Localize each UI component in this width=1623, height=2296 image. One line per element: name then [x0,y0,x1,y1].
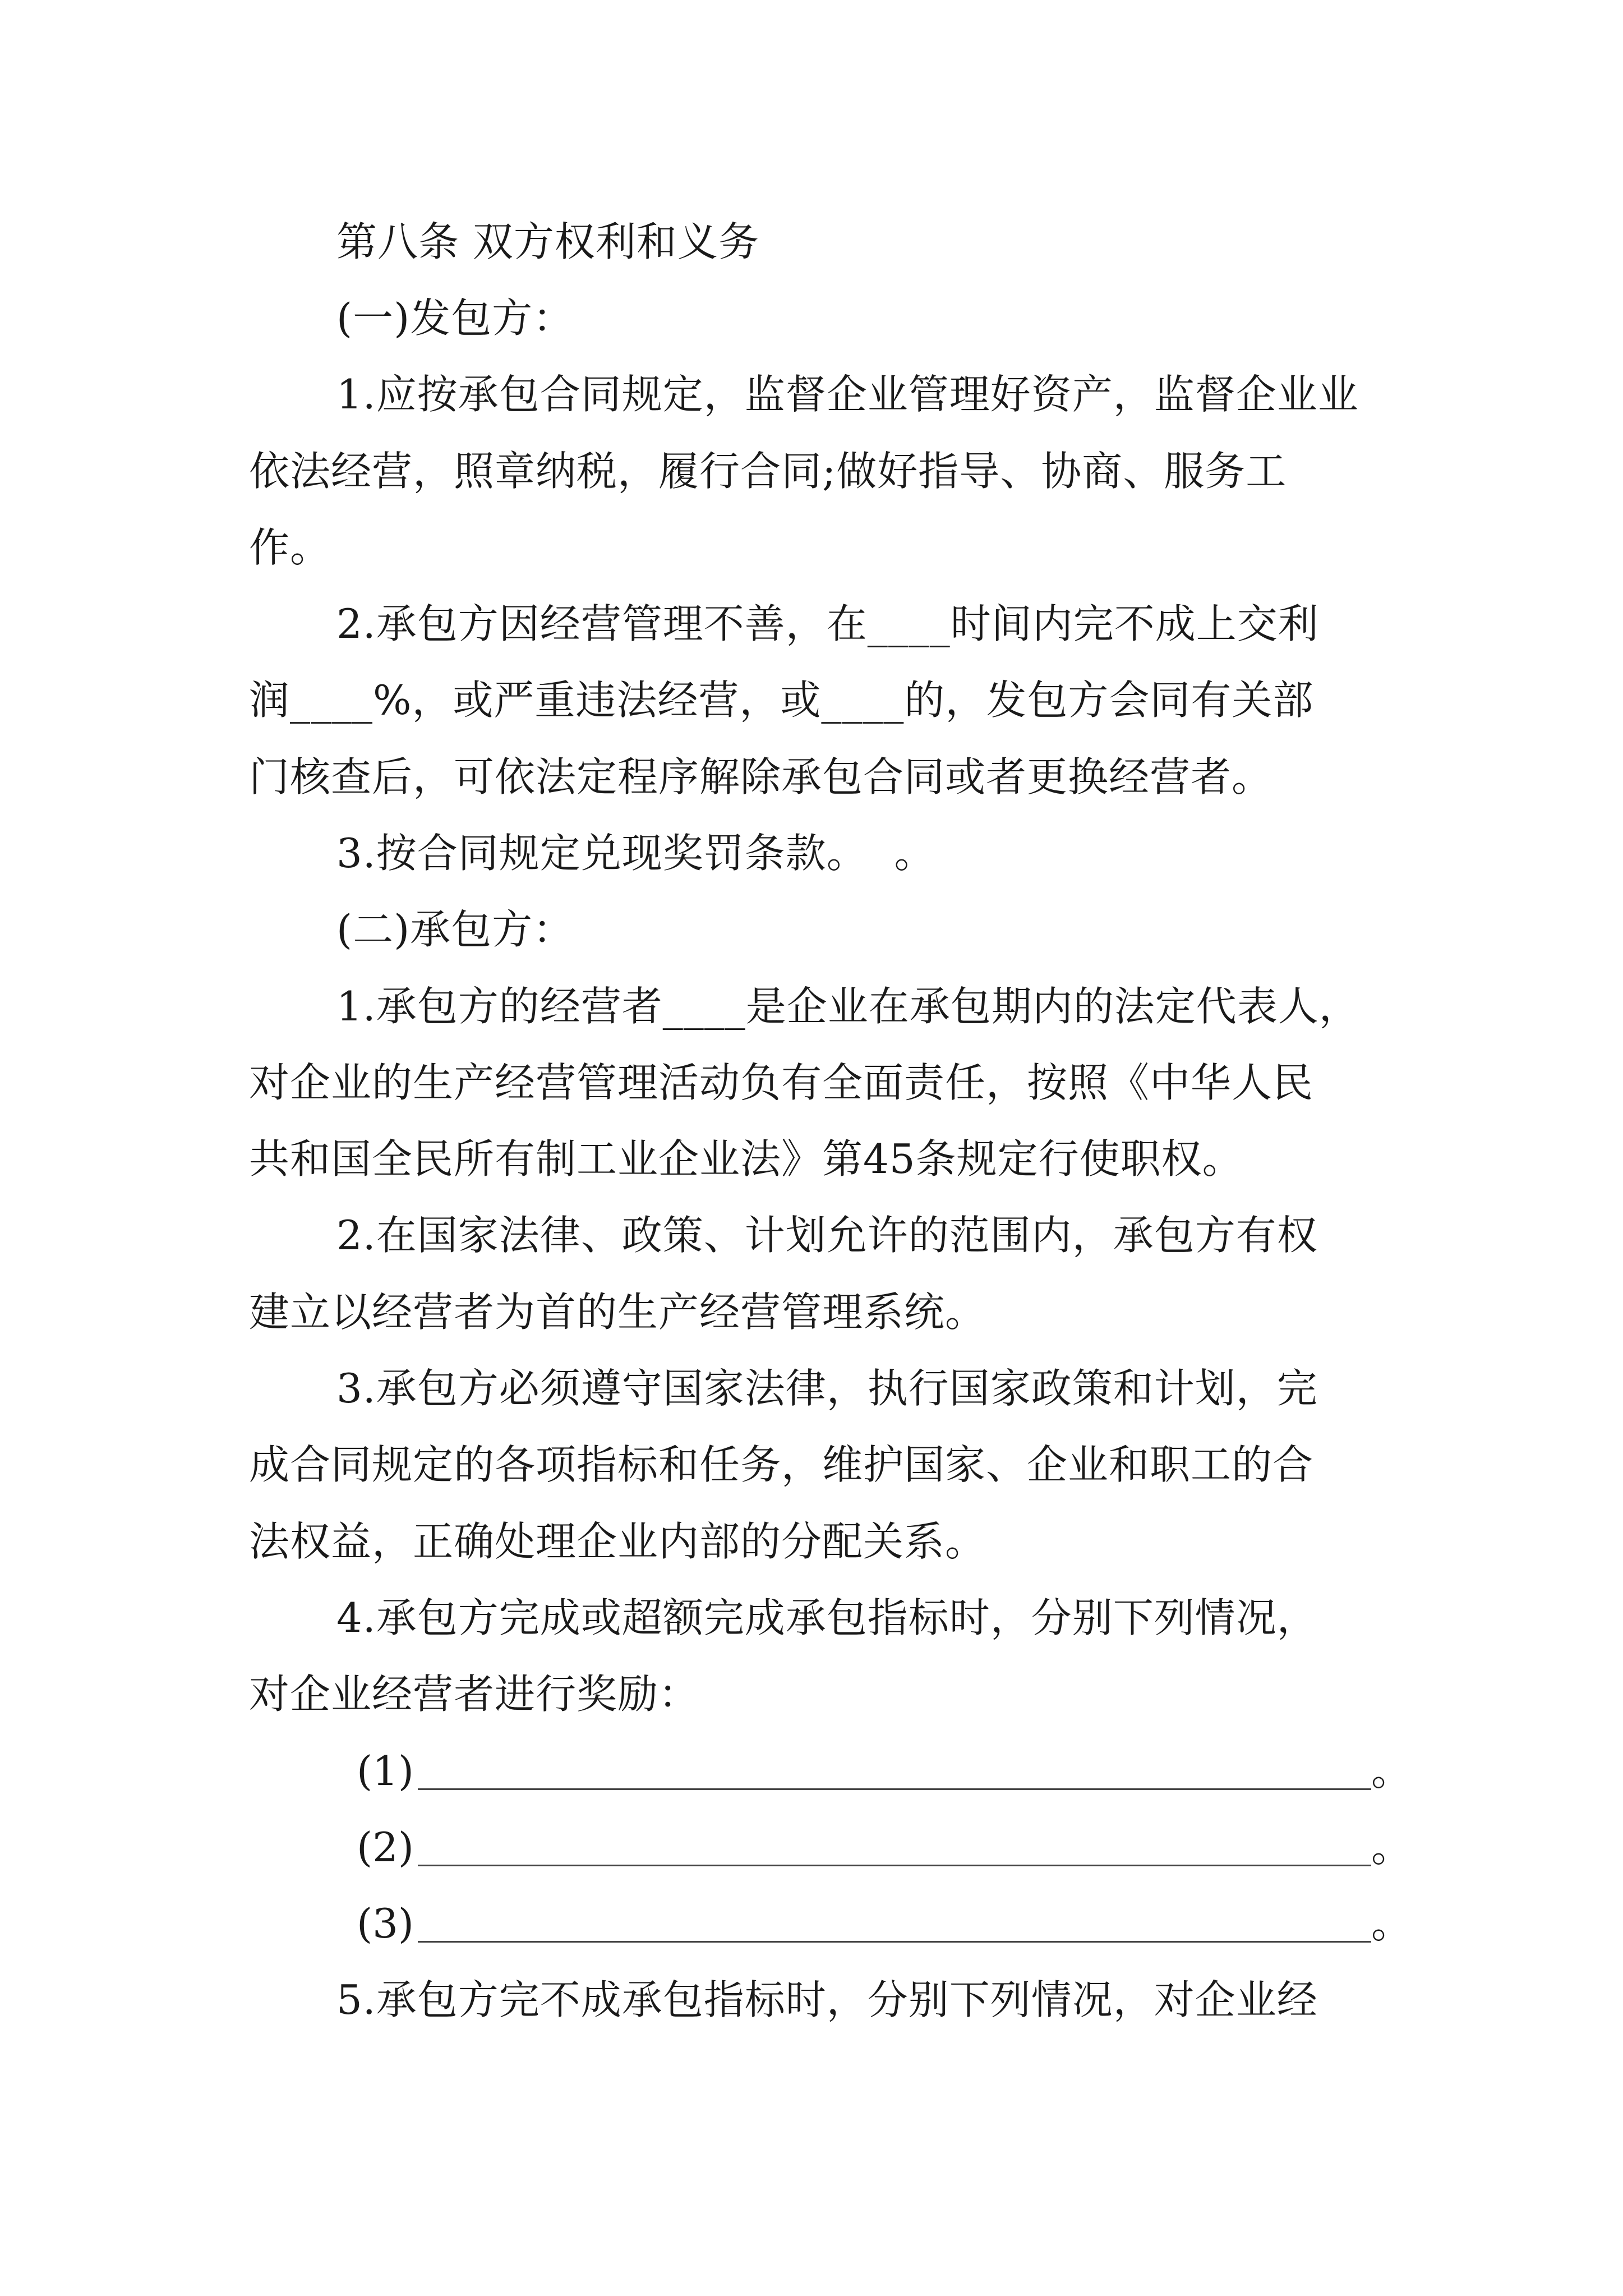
reward-blank-2-line [418,1865,1371,1866]
reward-blank-3-end: 。 [1371,1900,1412,1947]
reward-blank-2-end: 。 [1371,1824,1412,1871]
contractor-item-5-line-1: 5.承包方完不成承包指标时，分别下列情况，对企业经 [336,1976,1318,2023]
contractor-item-2-line-1: 2.在国家法律、政策、计划允许的范围内，承包方有权 [336,1212,1318,1259]
article-heading: 第八条 双方权利和义务 [336,218,759,265]
contractor-header: (二)承包方： [336,906,574,953]
contractor-item-3-line-2: 成合同规定的各项指标和任务，维护国家、企业和职工的合 [249,1441,1314,1488]
employer-item-1-line-1: 1.应按承包合同规定，监督企业管理好资产，监督企业业 [336,371,1359,418]
contractor-item-2-line-2: 建立以经营者为首的生产经营管理系统。 [249,1289,986,1336]
contractor-item-4-line-2: 对企业经营者进行奖励： [249,1671,700,1718]
reward-blank-1-line [418,1788,1371,1790]
contractor-item-4-line-1: 4.承包方完成或超额完成承包指标时，分别下列情况， [336,1594,1318,1641]
employer-item-2-line-3: 门核查后，可依法定程序解除承包合同或者更换经营者。 [249,753,1273,800]
employer-item-3: 3.按合同规定兑现奖罚条款。 。 [336,830,935,877]
contractor-item-3-line-3: 法权益，正确处理企业内部的分配关系。 [249,1518,986,1565]
employer-item-2-line-1: 2.承包方因经营管理不善，在____时间内完不成上交利 [336,600,1319,647]
reward-blank-1-end: 。 [1371,1747,1412,1795]
employer-header: (一)发包方： [336,295,574,342]
reward-blank-3-label: (3) [357,1900,414,1947]
employer-item-1-line-2: 依法经营，照章纳税，履行合同;做好指导、协商、服务工 [249,448,1287,495]
reward-blank-3-line [418,1941,1371,1943]
reward-blank-1-label: (1) [357,1747,414,1795]
reward-blank-2-label: (2) [357,1824,414,1871]
contractor-item-1-line-1: 1.承包方的经营者____是企业在承包期内的法定代表人， [336,983,1360,1030]
employer-item-1-line-3: 作。 [249,524,331,571]
contractor-item-3-line-1: 3.承包方必须遵守国家法律，执行国家政策和计划，完 [336,1365,1318,1412]
contractor-item-1-line-2: 对企业的生产经营管理活动负有全面责任，按照《中华人民 [249,1059,1314,1106]
employer-item-2-line-2: 润____%，或严重违法经营，或____的，发包方会同有关部 [249,677,1314,724]
contractor-item-1-line-3: 共和国全民所有制工业企业法》第45条规定行使职权。 [249,1135,1243,1182]
